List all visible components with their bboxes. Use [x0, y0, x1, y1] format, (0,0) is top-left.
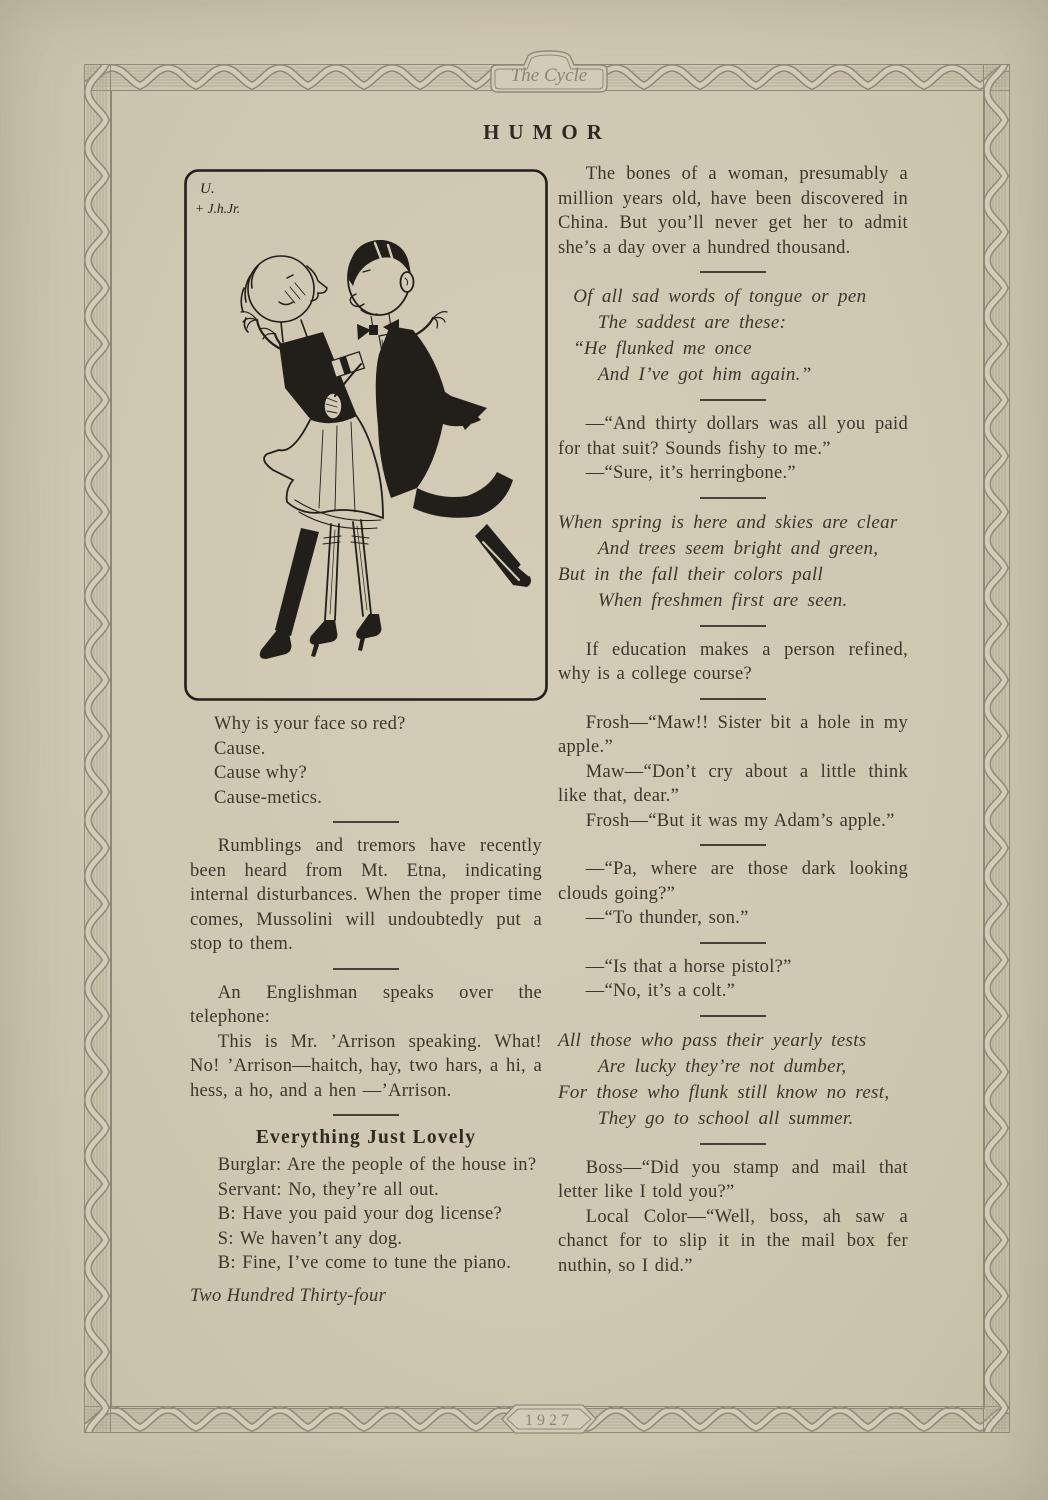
verse-line: Are lucky they’re not dumber, [597, 1055, 847, 1077]
dancing-couple-drawing [183, 168, 549, 702]
joke-paragraph: B: Fine, I’ve come to tune the piano. [217, 1253, 512, 1273]
verse-line: For those who flunk still know no rest, [558, 1081, 890, 1103]
joke-education: If education makes a person refined, why is a college course? [558, 639, 908, 684]
section-divider [700, 1143, 766, 1145]
masthead-cartouche [485, 48, 613, 96]
joke-bones: The bones of a woman, presumably a million years old, have been discovered in China. But you’ll never get her to admit she’s a day over a hundred thousand. [558, 164, 908, 258]
verse-line: And trees seem bright and green, [597, 537, 879, 559]
cartoon-signature [195, 181, 240, 216]
section-divider [700, 844, 766, 846]
section-divider [700, 271, 766, 273]
joke-paragraph: —“And thirty dollars was all you paid for that suit? Sounds fishy to me.” [558, 414, 908, 459]
verse-line: But in the fall their colors pall [558, 563, 824, 585]
joke-frosh [558, 711, 908, 834]
section-divider [700, 625, 766, 627]
border-band-right [983, 64, 1010, 1433]
ribbon-border-art [983, 64, 1010, 1433]
year-label: 1927 [525, 1412, 573, 1429]
joke-paragraph: Frosh—“But it was my Adam’s apple.” [585, 810, 895, 831]
joke-paragraph: —“Is that a horse pistol?” [585, 956, 792, 977]
section-divider [333, 821, 399, 823]
verse-line: Of all sad words of tongue or pen [573, 286, 867, 307]
joke-pistol [558, 955, 908, 1004]
verse-spring [558, 510, 908, 614]
verse-sad-words [558, 284, 908, 388]
joke-line: Why is your face so red? [214, 714, 406, 734]
section-divider [700, 942, 766, 944]
flying-shoe [475, 524, 533, 587]
joke-suit [558, 412, 908, 486]
masthead-title: The Cycle [510, 65, 588, 86]
joke-paragraph: Burglar: Are the people of the house in? [217, 1155, 537, 1175]
joke-line: Cause why? [214, 763, 307, 783]
verse-line: When spring is here and skies are clear [558, 511, 898, 533]
verse-tests [558, 1028, 908, 1132]
verse-line: “He flunked me once [573, 338, 752, 359]
joke-heading: Everything Just Lovely [255, 1127, 477, 1148]
joke-paragraph: An Englishman speaks over the telephone: [190, 982, 542, 1027]
joke-etna: Rumblings and tremors have recently been heard from Mt. Etna, indicating internal disturbances. When the proper time comes, Mussolini will undoubtedly put a stop to them. [190, 836, 542, 954]
joke-paragraph: This is Mr. ’Arrison speaking. What! No! ’Arrison—haitch, hay, two hars, a hi, a hess, a ho, and a hen —’Arrison. [190, 1031, 542, 1101]
year-cartouche-art [499, 1402, 599, 1436]
joke-paragraph: Frosh—“Maw!! Sister bit a hole in my apple.” [558, 712, 908, 757]
cartoon-illustration [183, 168, 549, 702]
section-divider [333, 968, 399, 970]
joke-riddle [190, 712, 542, 810]
joke-boss [558, 1156, 908, 1279]
joke-paragraph: Local Color—“Well, boss, ah saw a chanct for to slip it in the mail box fer nuthin, so I did.” [558, 1206, 908, 1276]
joke-paragraph: —“To thunder, son.” [585, 908, 749, 928]
left-column [190, 712, 542, 1307]
section-divider [700, 497, 766, 499]
section-title: HUMOR [483, 120, 611, 144]
verse-line: When freshmen first are seen. [597, 589, 848, 611]
joke-paragraph: B: Have you paid your dog license? [217, 1204, 503, 1224]
joke-everything-lovely [190, 1127, 542, 1276]
ribbon-border-art [84, 64, 111, 1433]
joke-paragraph: —“Sure, it’s herringbone.” [585, 463, 796, 483]
section-divider [700, 698, 766, 700]
woman-figure [241, 256, 383, 657]
verse-line: And I’ve got him again.” [597, 364, 812, 385]
man-figure [260, 240, 534, 659]
section-divider [333, 1114, 399, 1116]
joke-paragraph: —“No, it’s a colt.” [585, 981, 736, 1001]
joke-line: Cause. [214, 738, 266, 759]
svg-text:U.: U. [200, 181, 215, 197]
verse-line: They go to school all summer. [597, 1107, 854, 1129]
border-band-left [84, 64, 111, 1433]
right-column [558, 162, 908, 1278]
svg-text:+ J.h.Jr.: + J.h.Jr. [195, 201, 241, 216]
joke-clouds [558, 857, 908, 931]
joke-paragraph: —“Pa, where are those dark looking clouds going?” [558, 859, 908, 904]
joke-paragraph: Maw—“Don’t cry about a little think like that, dear.” [558, 761, 908, 806]
verse-line: All those who pass their yearly tests [558, 1029, 867, 1051]
section-divider [700, 399, 766, 401]
verse-line: The saddest are these: [597, 312, 787, 333]
section-divider [700, 1015, 766, 1017]
masthead-cartouche-art [485, 48, 613, 96]
folio-page-number: Two Hundred Thirty-four [190, 1285, 387, 1306]
year-cartouche [499, 1402, 599, 1436]
joke-line: Cause-metics. [214, 787, 323, 808]
joke-paragraph: Boss—“Did you stamp and mail that letter like I told you?” [558, 1157, 908, 1202]
joke-englishman [190, 981, 542, 1104]
joke-paragraph: Servant: No, they’re all out. [217, 1179, 439, 1200]
joke-paragraph: S: We haven’t any dog. [217, 1228, 403, 1249]
